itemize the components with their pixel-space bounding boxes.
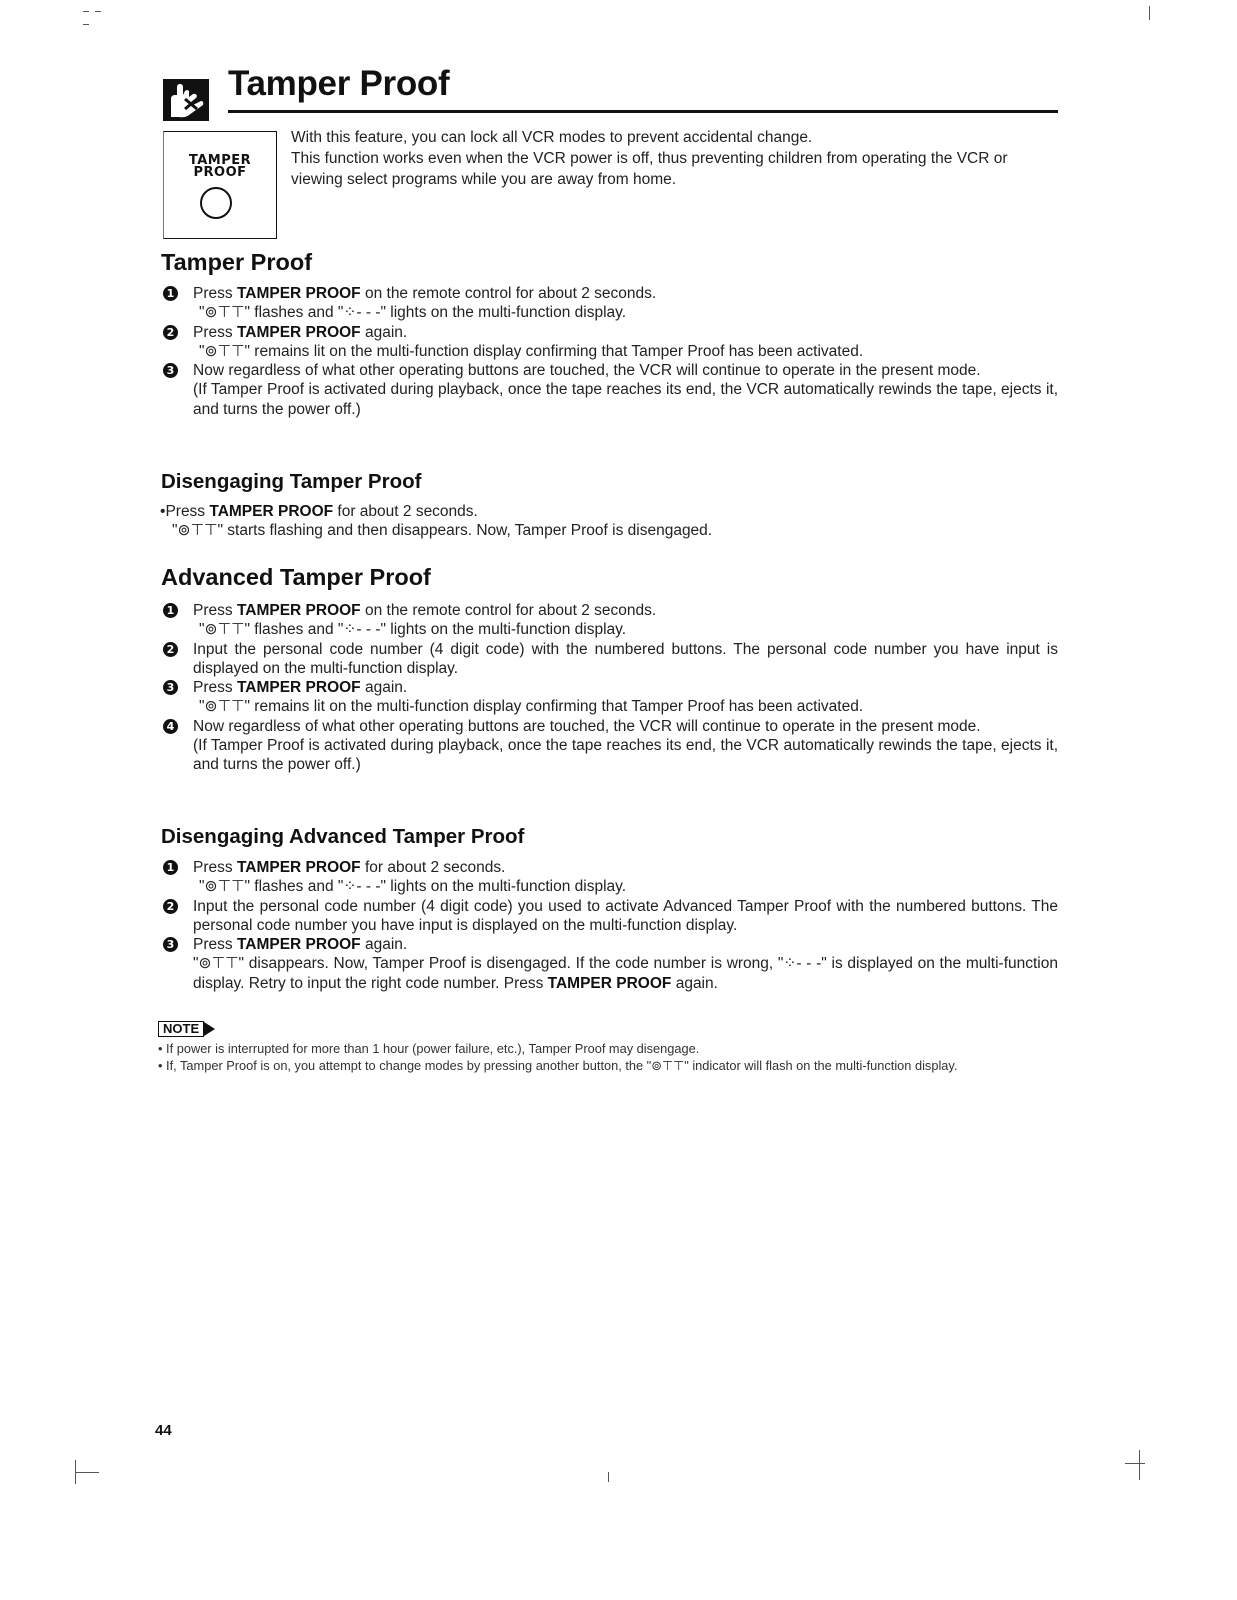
- step-text: on the remote control for about 2 seconds.: [360, 602, 657, 619]
- step-detail: "⊚⊤⊤" flashes and "⁘- - -" lights on the multi-function display.: [199, 621, 627, 639]
- intro-text: [291, 127, 1061, 190]
- step-text: Input the personal code number (4 digit code) you used to activate Advanced Tamper Proof with the numbered buttons. The personal code number you have input is displayed on the multi-function display.: [193, 897, 1058, 934]
- step-text: for about 2 seconds.: [333, 503, 478, 520]
- scan-mark: [1125, 1463, 1145, 1464]
- step-item: [163, 858, 1058, 897]
- scan-mark: [83, 24, 89, 25]
- button-name: TAMPER PROOF: [236, 602, 361, 619]
- intro-line: This function works even when the VCR power is off, thus preventing children from operating the VCR or viewing select programs while you are away from home.: [291, 150, 1008, 188]
- step-number-icon: 1: [163, 860, 178, 875]
- step-detail: "⊚⊤⊤" disappears. Now, Tamper Proof is disengaged. If the code number is wrong, "⁘- - -" is displayed on the multi-function display. Retry to input the right code number. Press: [193, 955, 1058, 992]
- page-title: Tamper Proof: [228, 64, 450, 103]
- step-text: Now regardless of what other operating buttons are touched, the VCR will continue to operate in the present mode.: [193, 362, 981, 380]
- note-list: [158, 1040, 1063, 1074]
- scan-mark: [1139, 1450, 1140, 1480]
- section-heading-disengaging: Disengaging Tamper Proof: [161, 470, 422, 493]
- scan-mark: [608, 1472, 609, 1482]
- step-item: [163, 897, 1058, 936]
- step-text: Press: [193, 285, 237, 302]
- step-number-icon: 2: [163, 325, 178, 340]
- note-arrow-icon: [204, 1022, 215, 1036]
- step-text: Press: [193, 323, 237, 341]
- advanced-steps: [163, 601, 1058, 775]
- step-number-icon: 3: [163, 363, 178, 378]
- step-detail: "⊚⊤⊤" flashes and "⁘- - -" lights on the multi-function display.: [199, 304, 627, 322]
- button-label-line1: TAMPER: [188, 153, 252, 168]
- note-item: • If power is interrupted for more than 1 hour (power failure, etc.), Tamper Proof may disengage.: [158, 1041, 700, 1056]
- step-text: Press: [193, 936, 237, 954]
- step-detail: "⊚⊤⊤" remains lit on the multi-function display confirming that Tamper Proof has been activated.: [199, 698, 864, 716]
- bullet-dot: •: [160, 503, 166, 520]
- step-text: again.: [360, 679, 408, 697]
- step-number-icon: 4: [163, 719, 178, 734]
- intro-line: With this feature, you can lock all VCR modes to prevent accidental change.: [291, 129, 813, 146]
- step-text: again.: [360, 936, 408, 954]
- note-label: NOTE: [158, 1021, 204, 1037]
- section-heading-tamper-proof: Tamper Proof: [161, 249, 313, 275]
- step-text: Input the personal code number (4 digit code) with the numbered buttons. The personal code number you have input is displayed on the multi-function display.: [193, 640, 1058, 677]
- note-text: If, Tamper Proof is on, you attempt to change modes by pressing another button, the "⊚⊤⊤" indicator will flash on the multi-function display.: [166, 1058, 958, 1073]
- step-number-icon: 3: [163, 937, 178, 952]
- button-name: TAMPER PROOF: [236, 679, 361, 697]
- button-name: TAMPER PROOF: [209, 503, 334, 520]
- scan-mark: [95, 11, 101, 12]
- step-text: Press: [165, 503, 210, 520]
- button-name: TAMPER PROOF: [547, 974, 672, 992]
- tamper-proof-button-illustration: [163, 131, 277, 239]
- step-item: [163, 678, 1058, 717]
- step-detail: again.: [671, 974, 718, 992]
- scan-mark: [1149, 6, 1150, 20]
- step-number-icon: 1: [163, 603, 178, 618]
- step-item: [163, 361, 1058, 419]
- scan-mark: [75, 1472, 99, 1473]
- round-button-icon: [200, 187, 232, 219]
- tamper-proof-steps: [163, 284, 1058, 419]
- note-text: If power is interrupted for more than 1 hour (power failure, etc.), Tamper Proof may disengage.: [166, 1041, 700, 1056]
- step-item: [163, 601, 1058, 640]
- note-item: • If, Tamper Proof is on, you attempt to change modes by pressing another button, the "⊚⊤⊤" indicator will flash on the multi-function display.: [158, 1058, 958, 1073]
- step-number-icon: 1: [163, 286, 178, 301]
- step-detail: "⊚⊤⊤" remains lit on the multi-function display confirming that Tamper Proof has been activated.: [199, 342, 864, 360]
- button-name: TAMPER PROOF: [236, 936, 361, 954]
- step-item: [163, 323, 1058, 362]
- step-item: [163, 717, 1058, 775]
- step-text: for about 2 seconds.: [360, 859, 506, 876]
- step-number-icon: 2: [163, 899, 178, 914]
- tamper-proof-hand-icon: [163, 79, 209, 121]
- step-detail: (If Tamper Proof is activated during playback, once the tape reaches its end, the VCR automatically rewinds the tape, ejects it, and turns the power off.): [193, 737, 1058, 774]
- step-number-icon: 2: [163, 642, 178, 657]
- step-text: Now regardless of what other operating buttons are touched, the VCR will continue to operate in the present mode.: [193, 717, 981, 735]
- step-detail: "⊚⊤⊤" starts flashing and then disappears. Now, Tamper Proof is disengaged.: [172, 522, 713, 540]
- section-heading-disengaging-advanced: Disengaging Advanced Tamper Proof: [161, 825, 525, 848]
- step-text: again.: [360, 323, 408, 341]
- button-name: TAMPER PROOF: [236, 323, 361, 341]
- button-label-line2: PROOF: [193, 165, 247, 180]
- disengaging-bullet: [160, 502, 1060, 541]
- section-heading-advanced: Advanced Tamper Proof: [161, 564, 431, 590]
- title-rule: [228, 110, 1058, 113]
- step-text: Press: [193, 859, 237, 876]
- step-text: Press: [193, 679, 237, 697]
- step-detail: "⊚⊤⊤" flashes and "⁘- - -" lights on the multi-function display.: [199, 878, 627, 896]
- step-item: [163, 640, 1058, 679]
- button-name: TAMPER PROOF: [236, 285, 361, 302]
- step-item: [163, 284, 1058, 323]
- step-text: on the remote control for about 2 seconds.: [360, 285, 657, 302]
- note-badge: [158, 1020, 215, 1037]
- step-item: [163, 935, 1058, 993]
- step-number-icon: 3: [163, 680, 178, 695]
- scan-mark: [83, 11, 89, 12]
- page-number: 44: [155, 1422, 172, 1439]
- step-detail: (If Tamper Proof is activated during playback, once the tape reaches its end, the VCR automatically rewinds the tape, ejects it, and turns the power off.): [193, 381, 1058, 418]
- disengaging-advanced-steps: [163, 858, 1058, 993]
- button-name: TAMPER PROOF: [236, 859, 361, 876]
- step-text: Press: [193, 602, 237, 619]
